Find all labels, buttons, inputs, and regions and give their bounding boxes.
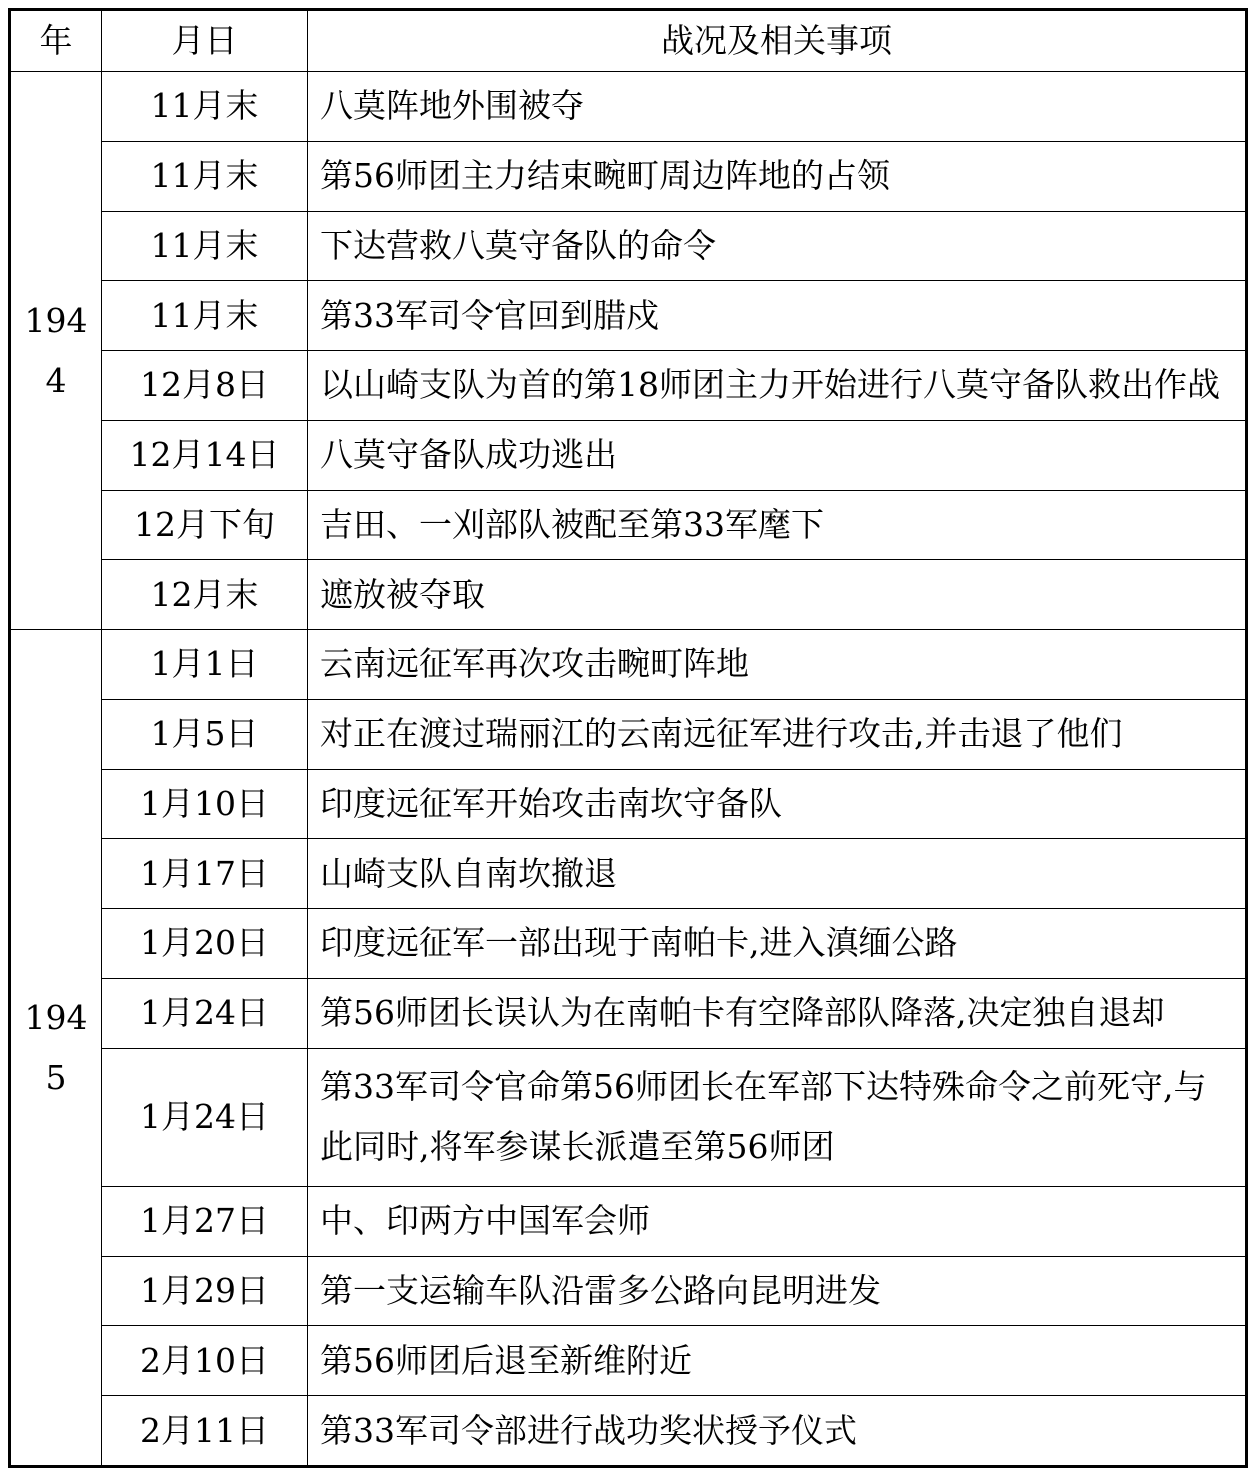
date-cell: 1月24日	[102, 1048, 308, 1186]
year-cell-1944: 1944	[10, 72, 102, 630]
table-row	[10, 769, 1247, 839]
event-cell: 以山崎支队为首的第18师团主力开始进行八莫守备队救出作战	[308, 351, 1247, 421]
event-cell: 第33军司令官命第56师团长在军部下达特殊命令之前死守,与此同时,将军参谋长派遣至第56师团	[308, 1048, 1247, 1186]
date-cell: 1月10日	[102, 769, 308, 839]
table-row	[10, 1048, 1247, 1186]
date-cell: 11月末	[102, 211, 308, 281]
date-cell: 1月1日	[102, 630, 308, 700]
event-cell: 第33军司令部进行战功奖状授予仪式	[308, 1396, 1247, 1467]
table-row	[10, 1186, 1247, 1256]
event-cell: 对正在渡过瑞丽江的云南远征军进行攻击,并击退了他们	[308, 699, 1247, 769]
event-cell: 第56师团后退至新维附近	[308, 1326, 1247, 1396]
event-cell: 中、印两方中国军会师	[308, 1186, 1247, 1256]
header-year: 年	[10, 10, 102, 72]
table-row	[10, 1396, 1247, 1467]
year-cell-1945: 1945	[10, 630, 102, 1467]
event-cell: 第33军司令官回到腊戍	[308, 281, 1247, 351]
date-cell: 1月24日	[102, 978, 308, 1048]
table-row	[10, 909, 1247, 979]
header-event: 战况及相关事项	[308, 10, 1247, 72]
date-cell: 1月27日	[102, 1186, 308, 1256]
header-date: 月日	[102, 10, 308, 72]
date-cell: 2月10日	[102, 1326, 308, 1396]
event-cell: 吉田、一刈部队被配至第33军麾下	[308, 490, 1247, 560]
event-cell: 遮放被夺取	[308, 560, 1247, 630]
header-row	[10, 10, 1247, 72]
event-cell: 印度远征军一部出现于南帕卡,进入滇缅公路	[308, 909, 1247, 979]
table-row	[10, 699, 1247, 769]
event-cell: 下达营救八莫守备队的命令	[308, 211, 1247, 281]
date-cell: 12月下旬	[102, 490, 308, 560]
table-row	[10, 978, 1247, 1048]
table-row	[10, 420, 1247, 490]
date-cell: 11月末	[102, 72, 308, 142]
date-cell: 12月末	[102, 560, 308, 630]
table-row	[10, 1326, 1247, 1396]
timeline-table-container	[8, 8, 1248, 1468]
timeline-table	[8, 8, 1248, 1468]
table-row	[10, 490, 1247, 560]
table-row	[10, 630, 1247, 700]
table-row	[10, 351, 1247, 421]
event-cell: 第56师团主力结束畹町周边阵地的占领	[308, 141, 1247, 211]
date-cell: 1月29日	[102, 1256, 308, 1326]
table-row	[10, 72, 1247, 142]
date-cell: 11月末	[102, 141, 308, 211]
table-row	[10, 141, 1247, 211]
date-cell: 11月末	[102, 281, 308, 351]
date-cell: 12月8日	[102, 351, 308, 421]
date-cell: 1月5日	[102, 699, 308, 769]
table-row	[10, 281, 1247, 351]
event-cell: 第56师团长误认为在南帕卡有空降部队降落,决定独自退却	[308, 978, 1247, 1048]
event-cell: 八莫守备队成功逃出	[308, 420, 1247, 490]
table-row	[10, 1256, 1247, 1326]
event-cell: 云南远征军再次攻击畹町阵地	[308, 630, 1247, 700]
table-row	[10, 839, 1247, 909]
date-cell: 2月11日	[102, 1396, 308, 1467]
event-cell: 第一支运输车队沿雷多公路向昆明进发	[308, 1256, 1247, 1326]
date-cell: 1月17日	[102, 839, 308, 909]
table-row	[10, 211, 1247, 281]
event-cell: 印度远征军开始攻击南坎守备队	[308, 769, 1247, 839]
event-cell: 八莫阵地外围被夺	[308, 72, 1247, 142]
table-row	[10, 560, 1247, 630]
date-cell: 1月20日	[102, 909, 308, 979]
date-cell: 12月14日	[102, 420, 308, 490]
event-cell: 山崎支队自南坎撤退	[308, 839, 1247, 909]
